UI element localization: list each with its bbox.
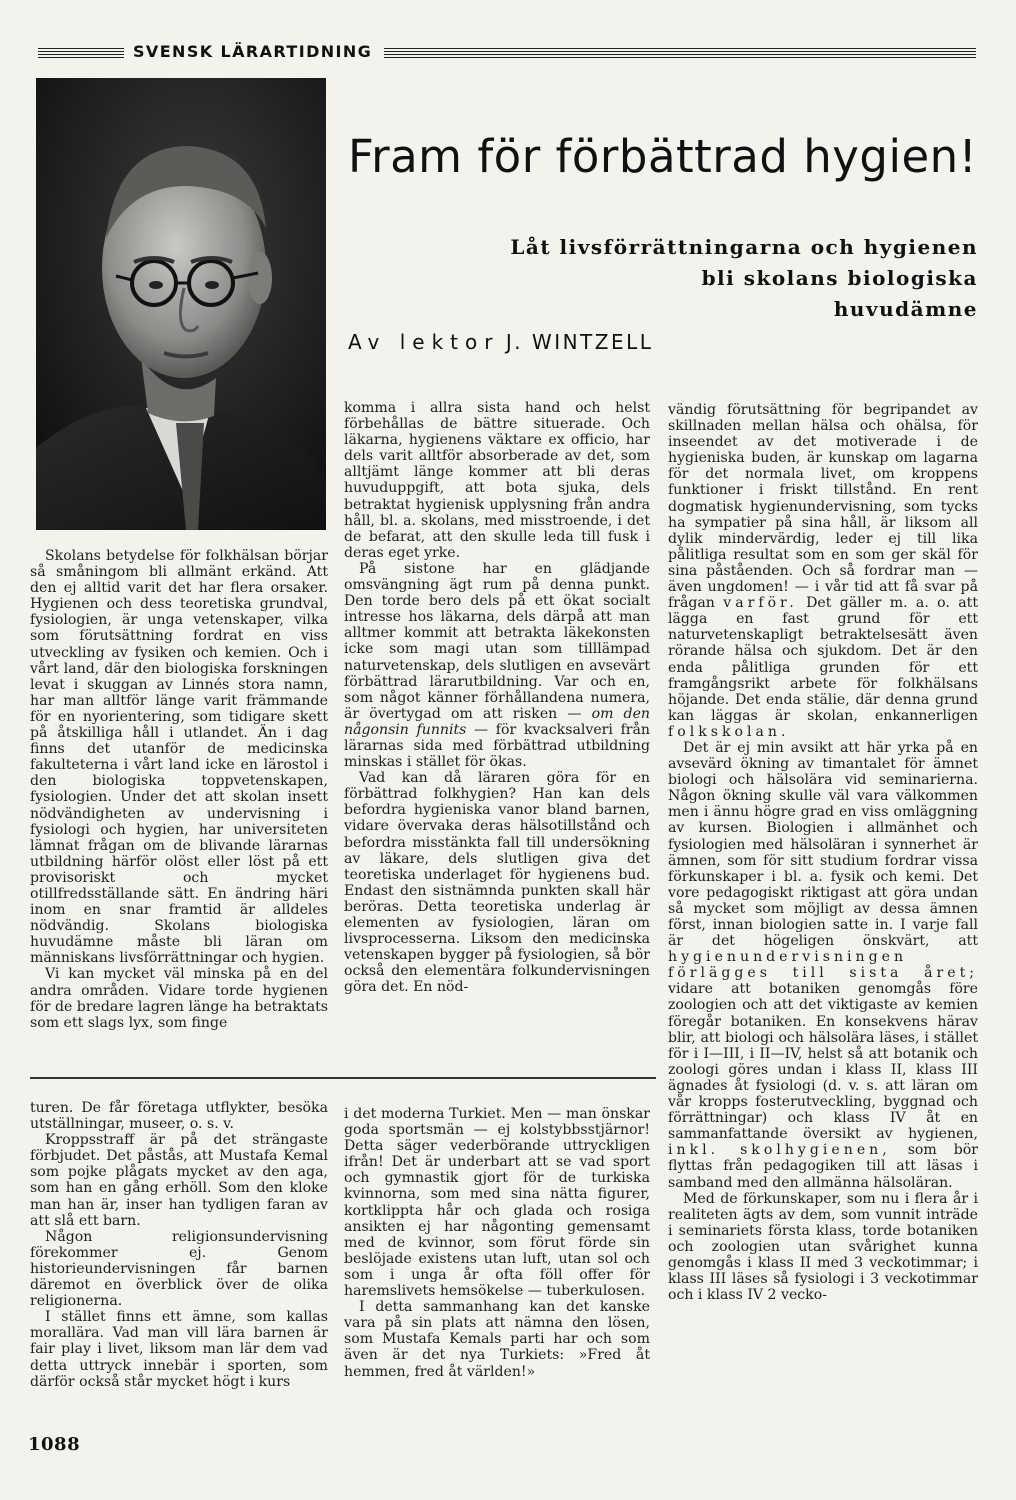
text-run: — för kvacksalveri från lärarnas sida med förbättrad utbildning minskas i stället för ökas. — [344, 721, 650, 771]
article-subtitle — [470, 232, 978, 325]
masthead-title: SVENSK LÄRARTIDNING — [133, 42, 373, 61]
spaced-run: varför. — [723, 595, 798, 612]
section-divider — [30, 1077, 656, 1079]
text-run: vidare att botaniken genomgås före zoologien och att det viktigaste av kemien föregår botaniken. En konsekvens härav blir, att biologi och hälsolära läses, i stället för i I—III, i II—IV, helst så att botanik och zoologi göres undan i klass II, klass III ägnades åt fysiologi (d. v. s. att läran om vår kropps fosterutveckling, byggnad och förrättningar) och klass IV åt en sammanfattande översikt av hygienen, — [668, 981, 978, 1143]
masthead-rule-left — [38, 48, 124, 58]
paragraph: Med de förkunskaper, som nu i flera år i realiteten ägts av dem, som vunnit inträde i seminariets första klass, torde botaniken och zoologien utan svårighet kunna genomgås i klass II med 3 veckotimmar; i klass III läses så fysiologi i 3 veckotimmar och i klass IV 2 vecko- — [668, 1190, 978, 1304]
page-number: 1088 — [28, 1434, 81, 1455]
paragraph: Vad kan då läraren göra för en förbättrad folkhygien? Han kan dels befordra hygieniska vanor bland barnen, vidare övervaka deras hälsotillstånd och befordra misstänkta fall till undersökning av läkare, dels slutligen giva det teoretiska underlaget för hygienens bud. Endast den sistnämnda punkten skall här beröras. Detta teoretiska underlag är elementen av fysiologien, läran om livsprocesserna. Liksom den medicinska vetenskapen bygger på fysiologien, så bör också den elementära folkundervisningen göra det. En nöd- — [344, 770, 650, 996]
text-run: På sistone har en glädjande omsvängning ägt rum på denna punkt. Den torde bero dels på ett ökat socialt intresse hos läkarna, dels därpå att man alltmer kommit att betrakta läkekonsten icke som magi utan som tilllämpad naturvetenskap, dels slutligen en avsevärt förbättrad lärarutbildning. Var och en, som något känner förhållandena numera, är övertygad om att risken — [344, 560, 650, 722]
byline-author: J. WINTZELL — [505, 330, 654, 354]
text-run: Det är ej min avsikt att här yrka på en avsevärd ökning av timantalet för ämnet biologi och hälsolära vid seminarierna. Någon ökning skulle väl vara välkommen men i ännu högre grad en viss omläggning av kursen. Biologien i allmänhet och fysiologien med hälsoläran i synnerhet är ämnen, som för sitt studium fordrar vissa förkunskaper i bl. a. fysik och kemi. Det vore pedagogiskt riktigast att göra undan så mycket som möjligt av dessa ämnen först, innan biologien satte in. I varje fall är det högeligen önskvärt, att — [668, 739, 978, 950]
byline-prefix: Av lektor — [348, 330, 500, 354]
paragraph: Kroppsstraff är på det strängaste förbjudet. Det påstås, att Mustafa Kemal som pojke plågats mycket av den aga, som han en gång erhöll. Som den kloke man han är, inser han tydligen faran av att slå ett barn. — [30, 1132, 328, 1229]
paragraph: I detta sammanhang kan det kanske vara på sin plats att nämna den lösen, som Mustafa Kemals parti har och som även är det nya Turkiets: »Fred åt hemmen, fred åt världen!» — [344, 1299, 650, 1380]
paragraph: komma i allra sista hand och helst förbehållas de bättre situerade. Och läkarna, hygienens väktare ex officio, har dels varit alltför absorberade av det, som alltjämt länge kommer att bli deras huvuduppgift, att bota sjuka, dels betraktat hygienisk upplysning från andra håll, bl. a. skolans, med misstroende, i det de befarat, att den skulle leda till fusk i deras eget yrke. — [344, 400, 650, 561]
column-1 — [30, 548, 328, 1031]
masthead — [38, 42, 976, 68]
paragraph: I stället finns ett ämne, som kallas morallära. Vad man vill lära barnen är fair play i livet, liksom man lär dem vad detta uttryck innebär i sporten, som därför också står mycket högt i kurs — [30, 1309, 328, 1390]
column-4 — [30, 1100, 328, 1390]
italic-run: om den någonsin funnits — [344, 705, 650, 738]
subtitle-line: huvudämne — [833, 297, 978, 321]
paragraph — [668, 740, 978, 1191]
paragraph: i det moderna Turkiet. Men — man önskar goda sportsmän — ej kolstybbsstjärnor! Detta säger vederbörande uttryckligen ifrån! Det är underbart att se vad sport och gymnastik gjort för de turkiska kvinnorna, som med sina nätta figurer, kortklippta hår och glada och rosiga ansikten ej har någonting gemensamt med de kvinnor, som förut förde sin beslöjade existens utan luft, utan sol och som i unga år ofta föll offer för haremslivets hemsökelse — tuberkulosen. — [344, 1106, 650, 1300]
spaced-run: inkl. skolhygienen, — [668, 1142, 891, 1159]
paragraph: Någon religionsundervisning förekommer ej. Genom historieundervisningen får barnen däremot en överblick över de olika religionerna. — [30, 1228, 328, 1310]
text-run: Det gäller m. a. o. att lägga en fast grund för ett naturvetenskapligt betraktelsesätt även rörande hälsa och sjukdom. Det är den enda pålitliga grunden för ett framgångsrikt arbete för folkhälsans höjande. Det enda stälie, där denna grund kan läggas är skolan, enkannerligen — [668, 595, 979, 724]
paragraph: Vi kan mycket väl minska på en del andra områden. Vidare torde hygienen för de bredare lagren länge ha betraktats som ett slags lyx, som finge — [30, 966, 328, 1031]
byline — [348, 328, 768, 356]
paragraph: På sistone har en glädjande omsvängning ägt rum på denna punkt. Den torde bero dels på ett ökat socialt intresse hos läkarna, dels därpå att man alltmer kommit att betrakta läkekonsten icke som magi utan som tilllämpad naturvetenskap, dels slutligen en avsevärt förbättrad lärarutbildning. Var och en, som något känner förhållandena numera, är övertygad om att risken — om den någonsin funnits — för kvacksalveri från lärarnas sida med förbättrad utbildning minskas i stället för ökas. — [344, 560, 650, 771]
column-2 — [344, 400, 650, 995]
text-run: som bör flyttas från pedagogiken till att läsas i samband med den allmänna hälsoläran. — [668, 1142, 978, 1191]
article-title: Fram för förbättrad hygien! — [348, 130, 978, 183]
spaced-run: hygienundervisningen förlägges till sista året; — [668, 949, 978, 982]
text-run: vändig förutsättning för begripandet av skillnaden mellan hälsa och ohälsa, för inseendet av det motiverade i de hygieniska buden, är kunskap om lagarna för det normala livet, om kroppens funktioner i friskt tillstånd. En rent dogmatisk hygienundervisning, som tycks ha sympatier på sina håll, är liksom all dylik mindervärdig, leder ej till lika pålitliga resultat som en som ger skäl för sina påståenden. Och så fordrar man — även ungdomen! — i vår tid att få svar på frågan — [668, 402, 978, 612]
author-portrait — [36, 78, 326, 530]
column-5 — [344, 1106, 650, 1380]
subtitle-line: Låt livsförrättningarna och hygienen — [510, 235, 978, 259]
spaced-run: folkskolan. — [668, 723, 790, 740]
paragraph: Skolans betydelse för folkhälsan börjar så småningom bli allmänt erkänd. Att den ej alltid varit det har flera orsaker. Hygienen och dess teoretiska grundval, fysiologien, är unga vetenskaper, vilka som förutsättning fordrat en viss utveckling av fysiken och kemien. Och i vårt land, där den biologiska forskningen levat i skuggan av Linnés stora namn, har man alltför länge varit främmande för en nyorientering, som tidigare skett på åtskilliga håll i utlandet. Än i dag finns det utanför de medicinska fakulteterna i vårt land icke en lärostol i den biologiska toppvetenskapen, fysiologien. Under det att skolan insett nödvändigheten av undervisning i fysiologi och hygien, har universiteten lämnat frågan om de blivande lärarnas utbildning härför olöst eller löst på ett provisoriskt och mycket otillfredsställande sätt. En ändring häri inom en snar framtid är alldeles nödvändig. Skolans biologiska huvudämne måste bli läran om människans livsförrättningar och hygien. — [30, 548, 328, 967]
paragraph: turen. De får företaga utflykter, besöka utställningar, museer, o. s. v. — [30, 1100, 328, 1133]
portrait-illustration — [36, 78, 326, 530]
column-3 — [668, 402, 978, 1303]
masthead-rule-right — [384, 48, 976, 58]
subtitle-line: bli skolans biologiska — [701, 266, 978, 290]
paragraph — [668, 402, 978, 740]
